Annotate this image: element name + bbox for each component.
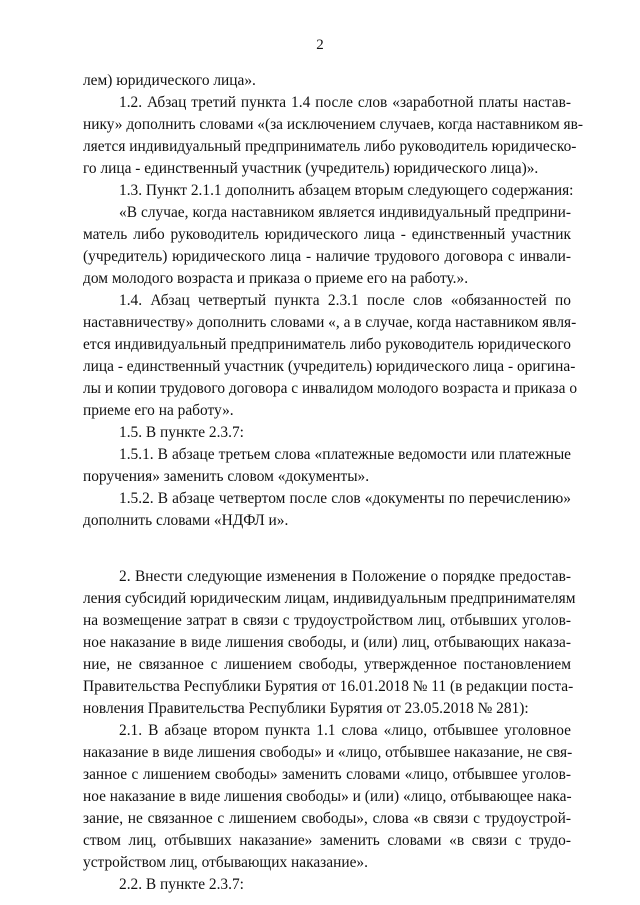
- text-line: ется индивидуальный предприниматель либо руководитель юридического: [83, 336, 571, 353]
- text-line: нику» дополнить словами «(за исключением случаев, когда наставником яв-: [83, 116, 584, 133]
- text-line: новления Правительства Республики Бурятия от 23.05.2018 № 281):: [83, 700, 529, 717]
- text-line: ное наказание в виде лишения свободы» и (или) «лицо, отбывающее нака-: [83, 788, 572, 805]
- text-line: на возмещение затрат в связи с трудоустройством лиц, отбывших уголов-: [83, 612, 571, 629]
- text-line: 1.2. Абзац третий пункта 1.4 после слов «заработной платы настав-: [119, 94, 571, 111]
- text-line: 1.5.1. В абзаце третьем слова «платежные ведомости или платежные: [119, 446, 571, 463]
- paragraph: [83, 290, 578, 422]
- paragraph: [83, 720, 571, 874]
- text-line: поручения» заменить словом «документы».: [83, 468, 370, 485]
- paragraph: [83, 422, 571, 444]
- text-line: «В случае, когда наставником является индивидуальный предприни-: [119, 204, 571, 221]
- text-line: 2.1. В абзаце втором пункта 1.1 слова «лицо, отбывшее уголовное: [119, 722, 571, 739]
- text-line: 1.3. Пункт 2.1.1 дополнить абзацем вторым следующего содержания:: [119, 182, 574, 199]
- text-line: ления субсидий юридическим лицам, индивидуальным предпринимателям: [83, 590, 576, 607]
- text-line: го лица - единственный участник (учредитель) юридического лица)».: [83, 160, 539, 177]
- paragraph: [83, 566, 576, 720]
- paragraph-gap: [83, 532, 571, 566]
- text-line: 2.2. В пункте 2.3.7:: [119, 876, 244, 893]
- text-line: ляется индивидуальный предприниматель либо руководитель юридическо-: [83, 138, 577, 155]
- paragraph: [83, 92, 584, 180]
- text-line: ное наказание в виде лишения свободы, и (или) лиц, отбывающих наказа-: [83, 634, 571, 651]
- text-line: ние, не связанное с лишением свободы, утвержденное постановлением: [83, 656, 571, 673]
- text-line: дополнить словами «НДФЛ и».: [83, 512, 289, 529]
- paragraph: [83, 874, 571, 896]
- text-line: приеме его на работу».: [83, 402, 234, 419]
- text-line: 1.4. Абзац четвертый пункта 2.3.1 после слов «обязанностей по: [119, 292, 571, 309]
- paragraph: [83, 70, 571, 92]
- text-line: 1.5.2. В абзаце четвертом после слов «документы по перечислению»: [119, 490, 571, 507]
- text-line: устройством лиц, отбывающих наказание».: [83, 854, 368, 871]
- text-line: (учредитель) юридического лица - наличие трудового договора с инвали-: [83, 248, 571, 265]
- text-line: лица - единственный участник (учредитель) юридического лица - оригина-: [83, 358, 576, 375]
- text-line: матель либо руководитель юридического лица - единственный участник: [83, 226, 571, 243]
- text-line: лы и копии трудового договора с инвалидом молодого возраста и приказа о: [83, 380, 578, 397]
- text-line: дом молодого возраста и приказа о приеме его на работу.».: [83, 270, 469, 287]
- text-line: наказание в виде лишения свободы» и «лицо, отбывшее наказание, не свя-: [83, 744, 573, 761]
- paragraph: [83, 180, 574, 202]
- text-line: зание, не связанное с лишением свободы», слова «в связи с трудоустрой-: [83, 810, 571, 827]
- document-body: [83, 70, 584, 896]
- text-line: 1.5. В пункте 2.3.7:: [119, 424, 244, 441]
- paragraph: [83, 202, 571, 290]
- text-line: занное с лишением свободы» заменить словами «лицо, отбывшее уголов-: [83, 766, 571, 783]
- text-line: 2. Внести следующие изменения в Положение о порядке предостав-: [119, 568, 571, 585]
- paragraph: [83, 444, 571, 488]
- text-line: Правительства Республики Бурятия от 16.01.2018 № 11 (в редакции поста-: [83, 678, 574, 695]
- paragraph: [83, 488, 571, 532]
- text-line: наставничеству» дополнить словами «, а в случае, когда наставником явля-: [83, 314, 577, 331]
- text-line: ством лиц, отбывших наказание» заменить словами «в связи с трудо-: [83, 832, 571, 849]
- text-line: лем) юридического лица».: [83, 72, 256, 89]
- page-number: 2: [316, 37, 324, 53]
